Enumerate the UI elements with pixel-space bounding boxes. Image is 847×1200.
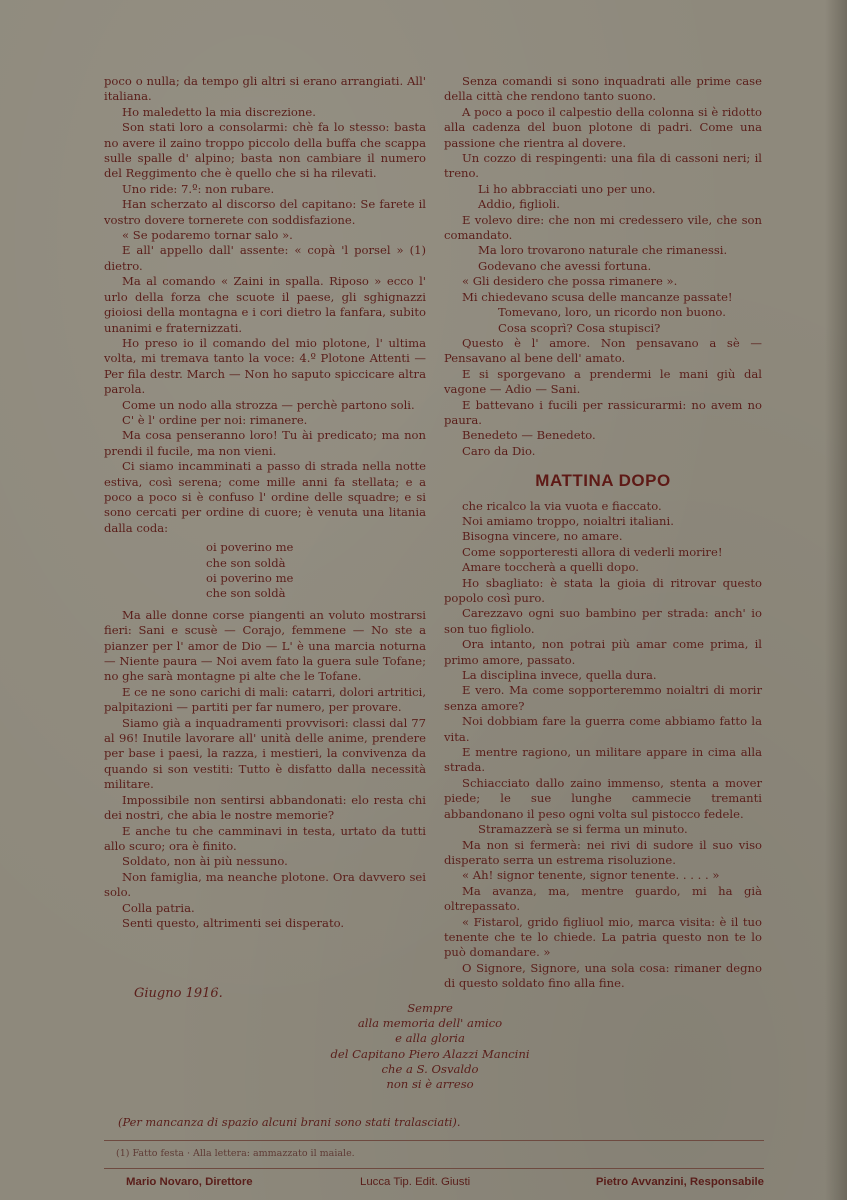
- paragraph: Come sopporteresti allora di vederli morire!: [462, 544, 723, 559]
- paragraph: Godevano che avessi fortuna.: [478, 258, 652, 273]
- footer-responsible: Pietro Avvanzini, Responsabile: [595, 1176, 764, 1188]
- paragraph: Amare toccherà a quelli dopo.: [462, 560, 639, 575]
- paragraph: Noi dobbiam fare la guerra come abbiamo fatto la vita.: [444, 714, 762, 744]
- paragraph: Non famiglia, ma neanche plotone. Ora davvero sei solo.: [104, 869, 426, 900]
- paragraph: Ma avanza, ma, mentre guardo, mi ha già oltrepassato.: [444, 883, 762, 914]
- dedication-line: che a S. Osvaldo: [381, 1061, 479, 1076]
- paragraph: Bisogna vincere, no amare.: [462, 529, 623, 544]
- paragraph: Impossibile non sentirsi abbandonati: elo resta chi dei nostri, che abia le nostre memorie?: [104, 792, 426, 823]
- paragraph: Questo è l' amore. Non pensavano a sè — Pensavano al bene dell' amato.: [444, 335, 762, 366]
- paragraph: Soldato, non ài più nessuno.: [122, 854, 288, 869]
- paragraph: Senza comandi si sono inquadrati alle prime case della città che rendono tanto suono.: [444, 74, 762, 104]
- paragraph: poco o nulla; da tempo gli altri si erano arrangiati. All' italiana.: [104, 74, 426, 104]
- right-column-paragraphs: [444, 74, 762, 459]
- paragraph: Addio, figlioli.: [478, 197, 560, 212]
- paragraph: Come un nodo alla strozza — perchè partono soli.: [122, 397, 415, 412]
- paragraph: Ho preso io il comando del mio plotone, l' ultima volta, mi tremava tanto la voce: 4.º Plotone Attenti — Per fila destr. March — Non ho saputo spiccicare altra parola.: [104, 335, 426, 397]
- paragraph: Caro da Dio.: [462, 443, 536, 458]
- dedication-line: Sempre: [407, 1001, 453, 1015]
- paragraph: La disciplina invece, quella dura.: [462, 668, 657, 683]
- left-column: [104, 74, 426, 931]
- footnote: (1) Fatto festa · Alla lettera: ammazzato il maiale.: [116, 1148, 355, 1159]
- paragraph: Carezzavo ogni suo bambino per strada: anch' io son tuo figliolo.: [444, 606, 762, 636]
- dedication-line: del Capitano Piero Alazzi Mancini: [330, 1046, 530, 1061]
- footnote-divider: [104, 1140, 764, 1141]
- editorial-note: (Per mancanza di spazio alcuni brani sono stati tralasciati).: [118, 1115, 461, 1129]
- page-edge-shadow: [825, 0, 847, 1200]
- paragraph: Mi chiedevano scusa delle mancanze passate!: [462, 289, 733, 304]
- dedication-line: e alla gloria: [395, 1031, 465, 1046]
- paragraph: Ma al comando « Zaini in spalla. Riposo » ecco l' urlo della forza che scuote il paese, gli sghignazzi gioiosi della montagna e i cori dietro la fanfara, subito unanimi e fraternizzati.: [104, 274, 426, 335]
- verse-line: che son soldà: [206, 586, 286, 601]
- paragraph: O Signore, Signore, una sola cosa: rimaner degno di questo soldato fino alla fine.: [444, 960, 762, 991]
- paragraph: E battevano i fucili per rassicurarmi: no avem no paura.: [444, 397, 762, 427]
- paragraph: Senti questo, altrimenti sei disperato.: [122, 915, 345, 930]
- paragraph: Ma alle donne corse piangenti an voluto mostrarsi fieri: Sani e scusè — Corajo, femmene — No ste a pianzer per l' amor de Dio — L' è una marcia noturna — Niente paura — Noi avem fato la guera sule Tofane; no ghe sarà montagne pi alte che le Tofane.: [104, 607, 426, 684]
- footer-printer: Lucca Tip. Edit. Giusti: [360, 1176, 471, 1188]
- paragraph: A poco a poco il calpestio della colonna si è ridotto alla cadenza del buon plotone di padri. Come una passione che rientra al dovere.: [444, 104, 762, 150]
- footer-director: Mario Novaro, Direttore: [126, 1176, 253, 1188]
- paragraph: « Gli desidero che possa rimanere ».: [462, 274, 678, 289]
- section-title: MATTINA DOPO: [535, 471, 671, 491]
- footer-divider: [104, 1168, 764, 1169]
- paragraph: Colla patria.: [122, 900, 195, 915]
- paragraph: Siamo già a inquadramenti provvisori: classi dal 77 al 96! Inutile lavorare all' unità delle anime, prendere per base i paesi, la razza, i mestieri, la convivenza da quando si son vestiti: Tutto è disfatto dalla necessità militare.: [104, 715, 426, 792]
- verse-line: oi poverino me: [206, 571, 294, 585]
- paragraph: Cosa scoprì? Cosa stupisci?: [498, 320, 661, 335]
- paragraph: E anche tu che camminavi in testa, urtato da tutti allo scuro; ora è finito.: [104, 823, 426, 853]
- verse-stanza: [104, 540, 426, 602]
- left-column-paragraphs: [104, 74, 426, 536]
- paragraph: E si sporgevano a prendermi le mani giù dal vagone — Adio — Sani.: [444, 366, 762, 397]
- paragraph: « Ah! signor tenente, signor tenente. . . . . »: [462, 868, 720, 883]
- dedication: [280, 1001, 580, 1092]
- article-date: Giugno 1916.: [134, 986, 223, 1001]
- paragraph: E volevo dire: che non mi credessero vile, che son comandato.: [444, 212, 762, 243]
- dedication-line: alla memoria dell' amico: [357, 1016, 503, 1031]
- verse-line: che son soldà: [206, 555, 286, 570]
- paragraph: Ci siamo incamminati a passo di strada nella notte estiva, così serena; come mille anni fa stellata; e a poco a poco si è confuso l' ordine delle squadre; e si sono cercati per ordine di cuore; è venuta una litania dalla coda:: [104, 459, 426, 535]
- paragraph: E ce ne sono carichi di mali: catarri, dolori artritici, palpitazioni — partiti per far numero, per provare.: [104, 684, 426, 715]
- dedication-line: non si è arreso: [386, 1077, 474, 1092]
- paragraph: E vero. Ma come sopporteremmo noialtri di morir senza amore?: [444, 683, 762, 713]
- paragraph: Li ho abbracciati uno per uno.: [478, 181, 656, 196]
- paragraph: Ora intanto, non potrai più amar come prima, il primo amore, passato.: [444, 637, 762, 667]
- paragraph: Tomevano, loro, un ricordo non buono.: [498, 305, 726, 320]
- paragraph: Ma non si fermerà: nei rivi di sudore il suo viso disperato serra un estrema risoluzione.: [444, 837, 762, 867]
- left-column-paragraphs-continued: [104, 608, 426, 932]
- paragraph: Un cozzo di respingenti: una fila di cassoni neri; il treno.: [444, 151, 762, 181]
- paragraph: C' è l' ordine per noi: rimanere.: [122, 412, 308, 427]
- paragraph: Schiacciato dallo zaino immenso, stenta a mover piede; le sue lunghe cammecie tremanti abbandonano il peso ogni volta sul pistocco fedele.: [444, 775, 762, 821]
- paragraph: Son stati loro a consolarmi: chè fa lo stesso: basta no avere il zaino troppo piccolo della buffa che scappa sulle spalle d' alpino; basta non cambiare il numero del Reggimento che è quello che si ha rilevati.: [104, 120, 426, 181]
- paragraph: E all' appello dall' assente: « copà 'l porsel » (1) dietro.: [104, 243, 426, 273]
- right-column: [444, 74, 762, 992]
- paragraph: E mentre ragiono, un militare appare in cima alla strada.: [444, 745, 762, 775]
- paragraph: Ho maledetto la mia discrezione.: [122, 104, 316, 119]
- paragraph: Benedeto — Benedeto.: [462, 428, 596, 443]
- paragraph: « Se podaremo tornar salo ».: [122, 228, 293, 243]
- paragraph: Han scherzato al discorso del capitano: Se farete il vostro dovere tornerete con soddisfazione.: [104, 197, 426, 227]
- paragraph: Uno ride: 7.º: non rubare.: [122, 181, 275, 196]
- paragraph: Stramazzerà se si ferma un minuto.: [478, 822, 688, 837]
- right-column-paragraphs-continued: [444, 499, 762, 992]
- paragraph: « Fistarol, grido figliuol mio, marca visita: è il tuo tenente che te lo chiede. La patria questo non te lo può domandare. »: [444, 914, 762, 960]
- paragraph: Ho sbagliato: è stata la gioia di ritrovar questo popolo così puro.: [444, 575, 762, 605]
- paragraph: Noi amiamo troppo, noialtri italiani.: [462, 513, 674, 528]
- paragraph: Ma loro trovarono naturale che rimanessi.: [478, 243, 728, 258]
- verse-line: oi poverino me: [206, 540, 294, 555]
- paragraph: Ma cosa penseranno loro! Tu ài predicato; ma non prendi il fucile, ma non vieni.: [104, 428, 426, 458]
- paragraph: che ricalco la via vuota e fiaccato.: [462, 498, 662, 513]
